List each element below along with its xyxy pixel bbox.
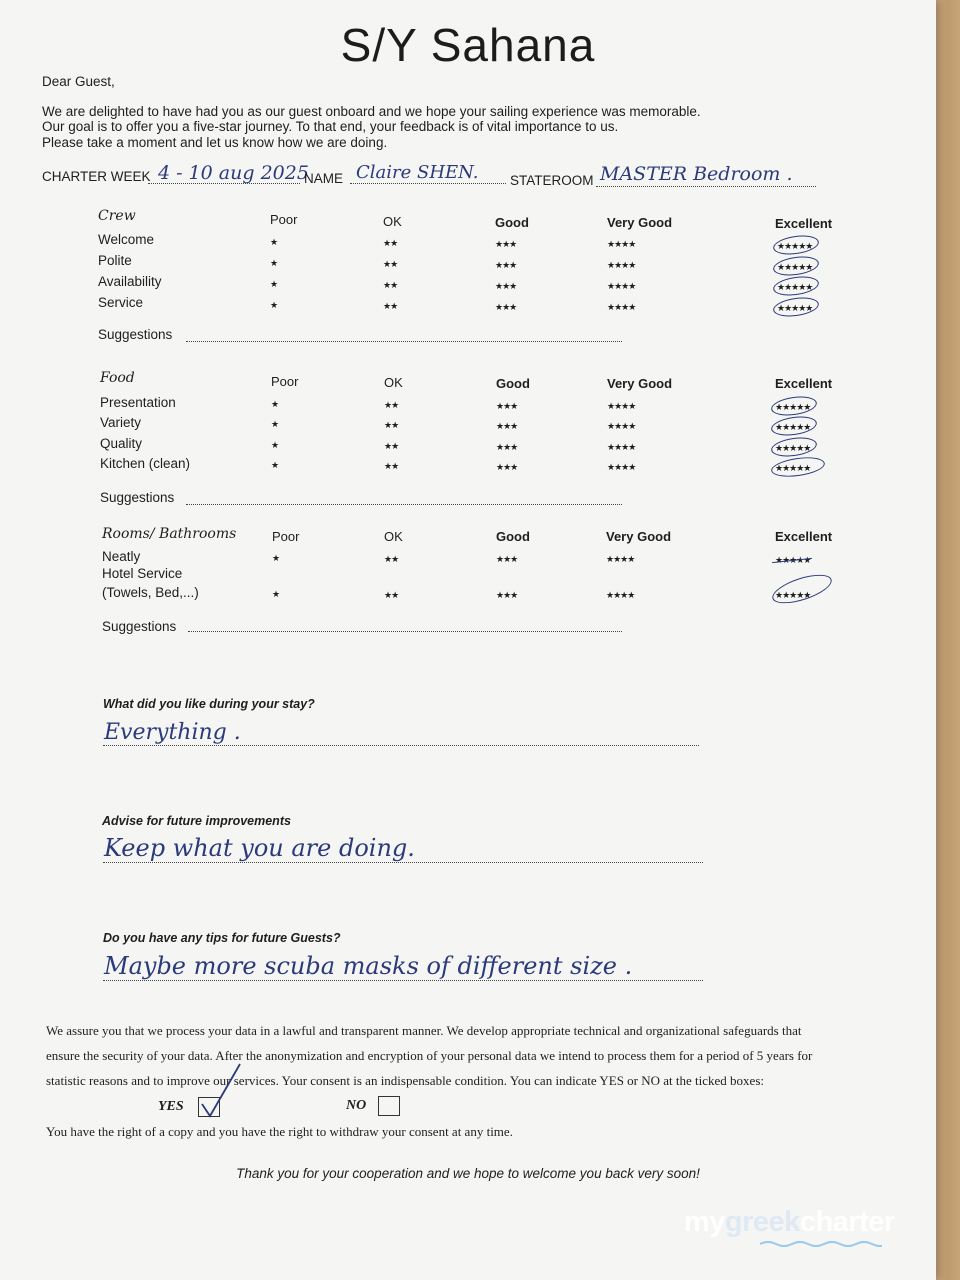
no-checkbox[interactable]	[378, 1096, 400, 1116]
rating-good[interactable]: ★★★	[495, 302, 517, 312]
crew-row-label: Service	[98, 295, 144, 310]
name-label: NAME	[304, 171, 344, 186]
charter-week-value: 4 - 10 aug 2025	[158, 162, 309, 184]
consent-paragraph	[46, 1018, 896, 1093]
col-very-good: Very Good	[607, 376, 673, 391]
rating-poor[interactable]: ★	[272, 553, 280, 563]
rating-very-good[interactable]: ★★★★	[607, 302, 636, 312]
rating-good[interactable]: ★★★	[496, 590, 518, 600]
answer-like-field[interactable]	[103, 745, 699, 746]
selected-circle-mark	[770, 414, 818, 438]
rooms-suggestions-label: Suggestions	[102, 619, 177, 634]
food-row-label: Kitchen (clean)	[100, 456, 191, 471]
rating-poor[interactable]: ★	[270, 300, 278, 310]
selected-circle-mark	[770, 435, 818, 459]
rooms-section-title: Rooms/ Bathrooms	[102, 526, 237, 542]
col-good: Good	[496, 376, 530, 391]
col-very-good: Very Good	[607, 215, 673, 230]
food-suggestions-label: Suggestions	[100, 490, 175, 505]
rating-very-good[interactable]: ★★★★	[607, 442, 636, 452]
stateroom-value: MASTER Bedroom .	[600, 163, 793, 185]
rating-very-good[interactable]: ★★★★	[606, 590, 635, 600]
selected-circle-mark	[770, 454, 826, 479]
crew-row-label: Welcome	[98, 232, 155, 247]
greeting: Dear Guest,	[42, 74, 115, 89]
rating-poor[interactable]: ★	[270, 279, 278, 289]
col-excellent: Excellent	[775, 529, 833, 544]
question-tips: Do you have any tips for future Guests?	[103, 931, 341, 945]
selected-circle-mark	[772, 254, 820, 278]
no-label: NO	[346, 1098, 367, 1113]
rooms-suggestions-field[interactable]	[188, 631, 622, 632]
crew-row-label: Polite	[98, 253, 132, 268]
rating-excellent[interactable]: ★★★★★	[775, 463, 811, 473]
rating-good[interactable]: ★★★	[496, 442, 518, 452]
rating-very-good[interactable]: ★★★★	[607, 401, 636, 411]
rating-ok[interactable]: ★★	[384, 441, 399, 451]
thanks-text: Thank you for your cooperation and we hope to welcome you back very soon!	[236, 1166, 700, 1181]
rating-ok[interactable]: ★★	[383, 238, 398, 248]
answer-improvements: Keep what you are doing.	[104, 834, 415, 862]
rating-good[interactable]: ★★★	[496, 421, 518, 431]
crew-suggestions-label: Suggestions	[98, 327, 173, 342]
stateroom-field[interactable]	[596, 186, 816, 187]
name-value: Claire SHEN.	[356, 162, 479, 183]
rating-good[interactable]: ★★★	[496, 462, 518, 472]
check-mark-icon	[196, 1060, 244, 1120]
copy-rights-text: You have the right of a copy and you have the right to withdraw your consent at any time.	[46, 1124, 513, 1139]
rating-very-good[interactable]: ★★★★	[606, 554, 635, 564]
col-poor: Poor	[271, 374, 299, 389]
mygreekcharter-logo: mygreekcharter	[684, 1206, 895, 1238]
yes-label: YES	[158, 1099, 184, 1114]
rating-poor[interactable]: ★	[271, 399, 279, 409]
form-title: S/Y Sahana	[340, 19, 596, 71]
rating-good[interactable]: ★★★	[495, 239, 517, 249]
rating-ok[interactable]: ★★	[384, 461, 399, 471]
rating-ok[interactable]: ★★	[384, 590, 399, 600]
food-section-title: Food	[100, 370, 135, 386]
rating-excellent[interactable]: ★★★★★	[775, 443, 811, 453]
answer-tips-field[interactable]	[103, 980, 703, 981]
rating-poor[interactable]: ★	[271, 460, 279, 470]
col-good: Good	[495, 215, 529, 230]
rating-ok[interactable]: ★★	[384, 554, 399, 564]
rooms-row-label: Hotel Service	[102, 566, 183, 581]
rating-good[interactable]: ★★★	[495, 281, 517, 291]
rating-very-good[interactable]: ★★★★	[607, 239, 636, 249]
selected-circle-mark	[769, 569, 835, 609]
rating-good[interactable]: ★★★	[496, 554, 518, 564]
intro-line-1: We are delighted to have had you as our guest onboard and we hope your sailing experience was memorable.	[42, 103, 701, 119]
consent-line-2: ensure the security of your data. After the anonymization and encryption of your personal data we intend to process them for a period of 5 years for	[46, 1048, 813, 1063]
col-ok: OK	[384, 375, 403, 390]
rating-good[interactable]: ★★★	[496, 401, 518, 411]
answer-like: Everything .	[104, 720, 241, 745]
rating-excellent[interactable]: ★★★★★	[777, 262, 813, 272]
rating-very-good[interactable]: ★★★★	[607, 260, 636, 270]
rooms-row-label: Neatly	[102, 549, 141, 564]
col-ok: OK	[383, 214, 402, 229]
selected-circle-mark	[770, 394, 818, 418]
rating-ok[interactable]: ★★	[384, 400, 399, 410]
intro-text	[42, 74, 701, 150]
name-field[interactable]	[350, 183, 506, 184]
selected-circle-mark	[772, 233, 820, 257]
col-poor: Poor	[272, 529, 300, 544]
crew-section-title: Crew	[98, 208, 136, 224]
rating-poor[interactable]: ★	[272, 589, 280, 599]
answer-improvements-field[interactable]	[103, 862, 703, 863]
rating-excellent[interactable]: ★★★★★	[777, 241, 813, 251]
rating-ok[interactable]: ★★	[383, 280, 398, 290]
stateroom-label: STATEROOM	[510, 173, 594, 188]
rating-excellent[interactable]: ★★★★★	[775, 590, 811, 600]
intro-line-2: Our goal is to offer you a five-star journey. To that end, your feedback is of vital importance to us.	[42, 119, 619, 134]
question-improvements: Advise for future improvements	[102, 814, 291, 828]
rating-poor[interactable]: ★	[270, 258, 278, 268]
wave-icon	[760, 1240, 882, 1248]
col-excellent: Excellent	[775, 216, 833, 231]
rating-ok[interactable]: ★★	[384, 420, 399, 430]
rating-ok[interactable]: ★★	[383, 259, 398, 269]
answer-tips: Maybe more scuba masks of different size .	[104, 952, 633, 980]
selected-circle-mark	[772, 274, 820, 298]
selected-circle-mark	[772, 295, 820, 319]
food-row-label: Quality	[100, 436, 143, 451]
rating-ok[interactable]: ★★	[383, 301, 398, 311]
food-suggestions-field[interactable]	[186, 504, 622, 505]
crew-suggestions-field[interactable]	[186, 341, 622, 342]
col-ok: OK	[384, 529, 403, 544]
rooms-row-label: (Towels, Bed,...)	[102, 585, 199, 600]
food-row-label: Variety	[100, 415, 142, 430]
col-excellent: Excellent	[775, 376, 833, 391]
food-row-label: Presentation	[100, 395, 176, 410]
col-very-good: Very Good	[606, 529, 672, 544]
rating-excellent[interactable]: ★★★★★	[775, 555, 811, 565]
consent-line-3: statistic reasons and to improve our services. Your consent is an indispensable condition. You can indicate YES or NO at the ticked boxes:	[46, 1073, 765, 1088]
rating-poor[interactable]: ★	[270, 237, 278, 247]
consent-line-1: We assure you that we process your data in a lawful and transparent manner. We develop appropriate technical and organizational safeguards that	[46, 1023, 802, 1038]
intro-line-3: Please take a moment and let us know how we are doing.	[42, 134, 388, 150]
rating-very-good[interactable]: ★★★★	[607, 281, 636, 291]
col-good: Good	[496, 529, 530, 544]
rating-excellent[interactable]: ★★★★★	[777, 303, 813, 313]
rating-very-good[interactable]: ★★★★	[607, 421, 636, 431]
rating-very-good[interactable]: ★★★★	[607, 462, 636, 472]
rating-good[interactable]: ★★★	[495, 260, 517, 270]
question-like: What did you like during your stay?	[103, 697, 315, 711]
rating-poor[interactable]: ★	[271, 419, 279, 429]
rating-excellent[interactable]: ★★★★★	[775, 402, 811, 412]
rating-excellent[interactable]: ★★★★★	[775, 422, 811, 432]
rating-poor[interactable]: ★	[271, 440, 279, 450]
col-poor: Poor	[270, 212, 298, 227]
crew-row-label: Availability	[98, 274, 162, 289]
rating-excellent[interactable]: ★★★★★	[777, 282, 813, 292]
charter-week-label: CHARTER WEEK	[42, 169, 151, 184]
